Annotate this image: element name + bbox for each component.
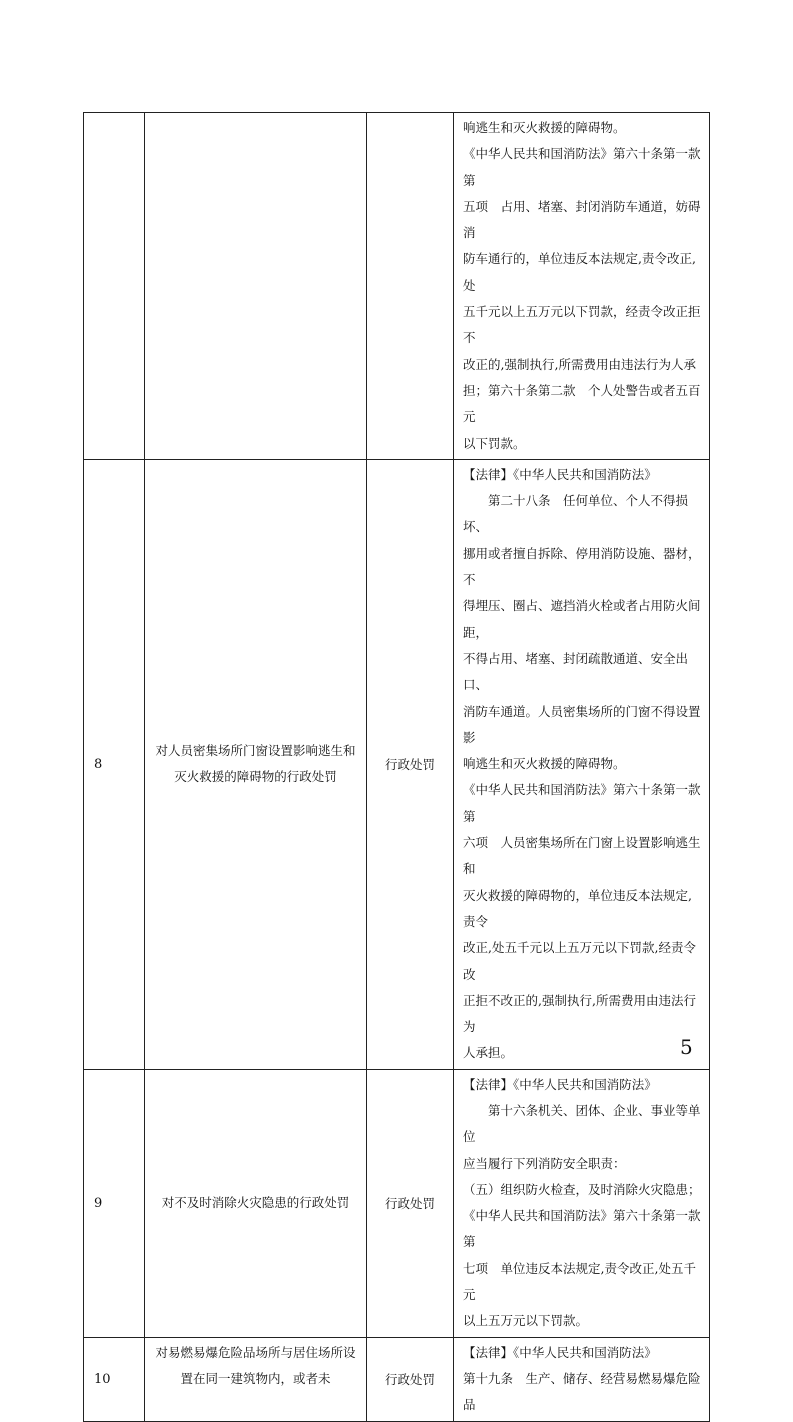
basis-line: 不得占用、堵塞、封闭疏散通道、安全出口、: [463, 650, 689, 693]
basis-line: 七项 单位违反本法规定,责令改正,处五千元: [463, 1260, 696, 1303]
regulation-table: [83, 112, 710, 1422]
item-name: 对人员密集场所门窗设置影响逃生和灭火救援的障碍物的行政处罚: [145, 459, 367, 1069]
basis-line: 【法律】《中华人民共和国消防法》: [463, 1344, 657, 1360]
legal-basis: [454, 1069, 710, 1337]
basis-line: 第二十八条 任何单位、个人不得损坏、: [463, 493, 689, 535]
basis-line: 第十六条机关、团体、企业、事业等单位: [463, 1102, 701, 1145]
basis-line: 得埋压、圈占、遮挡消火栓或者占用防火间距，: [463, 598, 701, 640]
basis-line: 六项 人员密集场所在门窗上设置影响逃生和: [463, 835, 701, 877]
table-row: [84, 1337, 710, 1421]
table-row: [84, 113, 710, 460]
page-number: 5: [680, 1035, 693, 1059]
legal-basis: [454, 459, 710, 1069]
basis-line: 【法律】《中华人民共和国消防法》: [463, 1076, 657, 1092]
basis-line: 人承担。: [463, 1045, 514, 1061]
row-number: 9: [84, 1069, 145, 1337]
basis-line: 响逃生和灭火救援的障碍物。: [463, 120, 626, 135]
basis-line: 【法律】《中华人民共和国消防法》: [463, 466, 657, 482]
table-row: [84, 459, 710, 1069]
basis-line: 第十九条 生产、储存、经营易燃易爆危险品: [463, 1370, 701, 1413]
table-row: [84, 1069, 710, 1337]
basis-line: 以下罚款。: [463, 435, 526, 451]
basis-line: 挪用或者擅自拆除、停用消防设施、器材，不: [463, 545, 701, 588]
basis-line: 《中华人民共和国消防法》第六十条第一款第: [463, 782, 701, 824]
basis-line: 应当履行下列消防安全职责：: [463, 1155, 626, 1171]
item-name: 对不及时消除火灾隐患的行政处罚: [145, 1069, 367, 1337]
item-name: 对易燃易爆危险品场所与居住场所设置在同一建筑物内，或者未: [145, 1337, 367, 1421]
basis-line: （五）组织防火检查，及时消除火灾隐患；: [463, 1181, 701, 1197]
item-type: 行政处罚: [367, 1337, 454, 1421]
basis-line: 五千元以上五万元以下罚款，经责令改正拒不: [463, 304, 701, 346]
basis-line: 防车通行的，单位违反本法规定,责令改正,处: [463, 251, 696, 293]
basis-line: 《中华人民共和国消防法》第六十条第一款第: [463, 1208, 701, 1250]
basis-line: 五项 占用、堵塞、封闭消防车通道，妨碍消: [463, 198, 701, 241]
basis-line: 正拒不改正的,强制执行,所需费用由违法行为: [463, 992, 696, 1035]
legal-basis: [454, 113, 710, 460]
row-number: 8: [84, 459, 145, 1069]
row-number: 10: [84, 1337, 145, 1421]
basis-line: 消防车通道。人员密集场所的门窗不得设置影: [463, 703, 701, 745]
legal-basis: [454, 1337, 710, 1421]
row-number: [84, 113, 145, 460]
basis-line: 《中华人民共和国消防法》第六十条第一款第: [463, 146, 701, 188]
basis-line: 改正的,强制执行,所需费用由违法行为人承: [463, 356, 696, 372]
basis-line: 以上五万元以下罚款。: [463, 1313, 589, 1329]
item-name: [145, 113, 367, 460]
item-type: [367, 113, 454, 460]
basis-line: 灭火救援的障碍物的，单位违反本法规定,责令: [463, 887, 692, 929]
basis-line: 改正,处五千元以上五万元以下罚款,经责令改: [463, 940, 696, 982]
item-type: 行政处罚: [367, 1069, 454, 1337]
item-type: 行政处罚: [367, 459, 454, 1069]
basis-line: 响逃生和灭火救援的障碍物。: [463, 756, 626, 772]
basis-line: 担；第六十条第二款 个人处警告或者五百元: [463, 382, 701, 425]
